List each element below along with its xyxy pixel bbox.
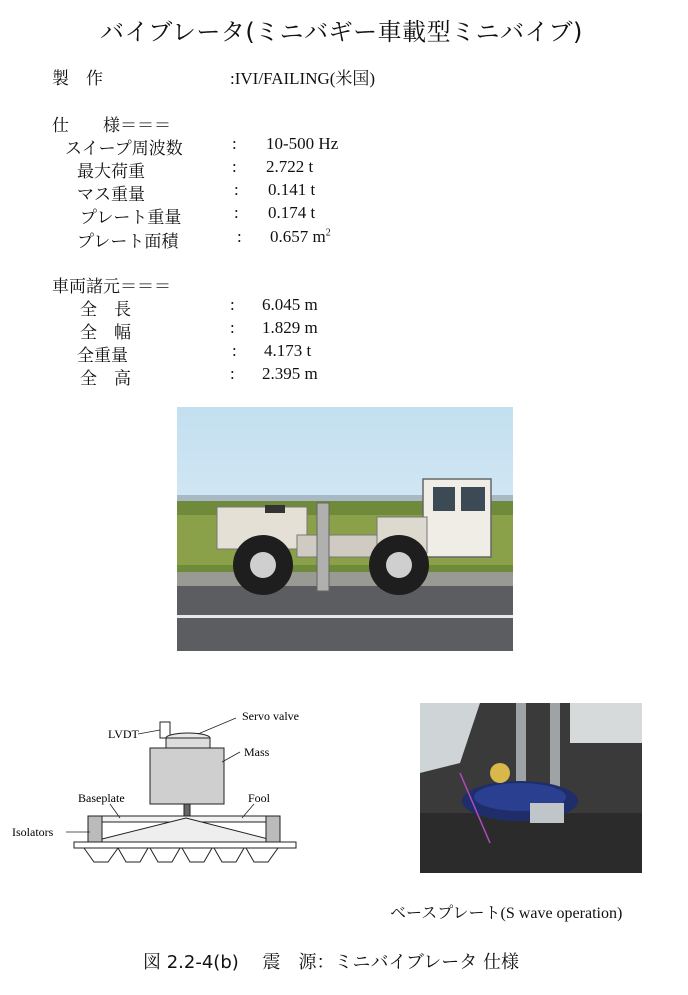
figure-caption: 図 2.2-4(b) 震 源：ミニバイブレータ 仕様: [143, 952, 519, 973]
spec-label: 最大荷重: [77, 162, 145, 182]
baseplate-label: Baseplate: [78, 791, 125, 805]
vehicle-label: 全重量: [77, 346, 128, 366]
fool-label: Fool: [248, 791, 271, 805]
vehicle-label: 全 長: [80, 300, 131, 320]
vehicle-label: 全 幅: [80, 323, 131, 343]
vehicle-value: 6.045 m: [262, 295, 318, 314]
spec-value: 2.722 t: [266, 157, 314, 176]
spec-colon: :: [237, 227, 242, 246]
servo-valve-label: Servo valve: [242, 709, 299, 723]
vehicle-colon: :: [230, 318, 235, 337]
spec-colon: :: [232, 157, 237, 176]
spec-label: スイープ周波数: [65, 139, 183, 159]
vehicle-heading: 車両諸元＝＝＝: [52, 277, 171, 297]
spec-colon: :: [234, 180, 239, 199]
spec-value: 0.174 t: [268, 203, 316, 222]
vehicle-label: 全 高: [80, 369, 131, 389]
spec-label: マス重量: [77, 185, 145, 205]
spec-value: 10-500 Hz: [266, 134, 339, 153]
mass-label: Mass: [244, 745, 270, 759]
baseplate-photo-caption: ベースプレート(S wave operation): [390, 905, 623, 922]
isolators-label: Isolators: [12, 825, 54, 839]
page-title: バイブレータ(ミニバギー車載型ミニバイブ): [100, 18, 583, 46]
spec-heading: 仕 様＝＝＝: [52, 116, 171, 136]
vibrator-schematic: [10, 700, 330, 880]
vehicle-colon: :: [230, 364, 235, 383]
spec-label: プレート重量: [80, 208, 182, 228]
spec-value: 0.657 $m^2$: [270, 227, 331, 246]
vehicle-photo: [177, 407, 513, 651]
spec-colon: :: [232, 134, 237, 153]
vehicle-value: 4.173 t: [264, 341, 312, 360]
lvdt-label: LVDT: [108, 727, 139, 741]
spec-value: 0.141 t: [268, 180, 316, 199]
maker-value: :IVI/FAILING(米国): [230, 69, 376, 88]
vehicle-colon: :: [232, 341, 237, 360]
spec-label: プレート面積: [77, 232, 179, 252]
vehicle-value: 1.829 m: [262, 318, 318, 337]
vehicle-colon: :: [230, 295, 235, 314]
maker-label: 製 作: [52, 69, 103, 89]
spec-colon: :: [234, 203, 239, 222]
baseplate-photo: [420, 703, 642, 873]
vehicle-value: 2.395 m: [262, 364, 318, 383]
